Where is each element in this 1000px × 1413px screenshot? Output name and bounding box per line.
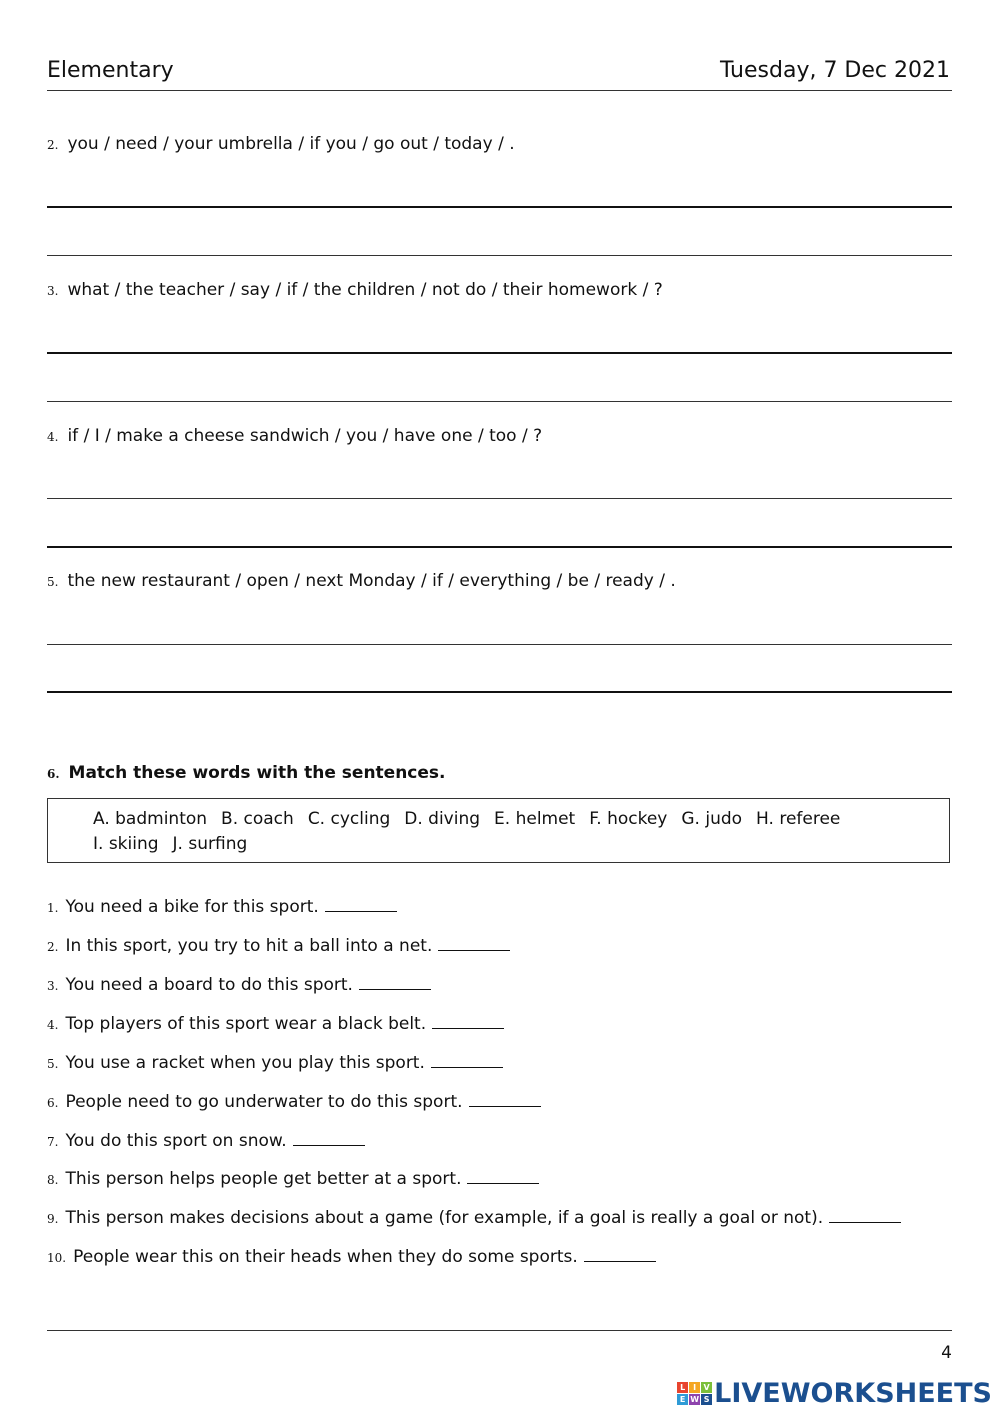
- question-number: 2.: [47, 138, 59, 152]
- answer-line[interactable]: [47, 401, 952, 402]
- item-text: You use a racket when you play this sport.: [65, 1053, 425, 1073]
- item-text: This person helps people get better at a sport.: [65, 1169, 462, 1189]
- worksheet-date: Tuesday, 7 Dec 2021: [719, 58, 950, 83]
- answer-line[interactable]: [47, 498, 952, 499]
- item-text: People wear this on their heads when they do some sports.: [73, 1247, 578, 1267]
- section-title: Match these words with the sentences.: [68, 763, 446, 783]
- answer-line[interactable]: [47, 255, 952, 256]
- answer-blank[interactable]: [438, 936, 510, 951]
- item-text: This person makes decisions about a game (for example, if a goal is really a goal or not).: [65, 1208, 824, 1228]
- question-text: if / I / make a cheese sandwich / you / have one / too / ?: [67, 426, 543, 446]
- answer-blank[interactable]: [469, 1092, 541, 1107]
- question-number: 5.: [47, 575, 59, 589]
- item-number: 6.: [47, 1096, 59, 1110]
- word-bank-item: G. judo: [681, 809, 743, 829]
- match-item: [47, 975, 431, 995]
- footer-divider: [47, 1330, 952, 1331]
- item-text: You need a board to do this sport.: [65, 975, 353, 995]
- question-3: [47, 280, 663, 300]
- answer-blank[interactable]: [325, 897, 397, 912]
- answer-blank[interactable]: [293, 1131, 365, 1146]
- match-item: [47, 897, 397, 917]
- answer-line[interactable]: [47, 691, 952, 693]
- match-item: [47, 1247, 656, 1267]
- item-number: 2.: [47, 940, 59, 954]
- match-item: [47, 1169, 539, 1189]
- word-bank: [47, 798, 950, 863]
- question-5: [47, 571, 676, 591]
- answer-line[interactable]: [47, 644, 952, 645]
- liveworksheets-logo[interactable]: [677, 1378, 992, 1409]
- match-item: [47, 1014, 504, 1034]
- item-text: In this sport, you try to hit a ball into a net.: [65, 936, 433, 956]
- item-text: People need to go underwater to do this sport.: [65, 1092, 463, 1112]
- answer-blank[interactable]: [829, 1208, 901, 1223]
- item-number: 3.: [47, 979, 59, 993]
- item-number: 5.: [47, 1057, 59, 1071]
- item-text: You do this sport on snow.: [65, 1131, 287, 1151]
- item-number: 1.: [47, 901, 59, 915]
- match-item: [47, 936, 510, 956]
- page-number: 4: [941, 1343, 952, 1363]
- question-2: [47, 134, 515, 154]
- match-item: [47, 1092, 541, 1112]
- match-item: [47, 1208, 901, 1228]
- item-text: You need a bike for this sport.: [65, 897, 319, 917]
- answer-blank[interactable]: [432, 1014, 504, 1029]
- word-bank-row: [93, 809, 854, 829]
- question-text: you / need / your umbrella / if you / go out / today / .: [67, 134, 515, 154]
- item-number: 4.: [47, 1018, 59, 1032]
- answer-line[interactable]: [47, 352, 952, 354]
- answer-blank[interactable]: [431, 1053, 503, 1068]
- liveworksheets-icon: L I V E W S: [677, 1382, 712, 1405]
- worksheet-level: Elementary: [47, 58, 174, 83]
- answer-blank[interactable]: [359, 975, 431, 990]
- word-bank-row: [93, 834, 261, 854]
- word-bank-item: I. skiing: [93, 834, 159, 854]
- item-number: 7.: [47, 1135, 59, 1149]
- word-bank-item: B. coach: [221, 809, 294, 829]
- word-bank-item: J. surfing: [172, 834, 248, 854]
- brand-name: LIVEWORKSHEETS: [714, 1378, 992, 1409]
- word-bank-item: E. helmet: [494, 809, 576, 829]
- word-bank-item: D. diving: [404, 809, 481, 829]
- question-4: [47, 426, 542, 446]
- answer-blank[interactable]: [584, 1247, 656, 1262]
- word-bank-item: F. hockey: [589, 809, 668, 829]
- item-number: 8.: [47, 1173, 59, 1187]
- section-number: 6.: [47, 767, 60, 781]
- answer-line[interactable]: [47, 546, 952, 548]
- answer-blank[interactable]: [467, 1169, 539, 1184]
- question-text: the new restaurant / open / next Monday / if / everything / be / ready / .: [67, 571, 676, 591]
- word-bank-item: H. referee: [756, 809, 841, 829]
- question-number: 4.: [47, 430, 59, 444]
- match-item: [47, 1053, 503, 1073]
- header-divider: [47, 90, 952, 91]
- question-text: what / the teacher / say / if / the children / not do / their homework / ?: [67, 280, 663, 300]
- match-item: [47, 1131, 365, 1151]
- item-text: Top players of this sport wear a black belt.: [65, 1014, 427, 1034]
- question-number: 3.: [47, 284, 59, 298]
- word-bank-item: C. cycling: [307, 809, 391, 829]
- word-bank-item: A. badminton: [93, 809, 208, 829]
- item-number: 9.: [47, 1212, 59, 1226]
- answer-line[interactable]: [47, 206, 952, 208]
- item-number: 10.: [47, 1251, 67, 1265]
- section-6-heading: [47, 763, 446, 783]
